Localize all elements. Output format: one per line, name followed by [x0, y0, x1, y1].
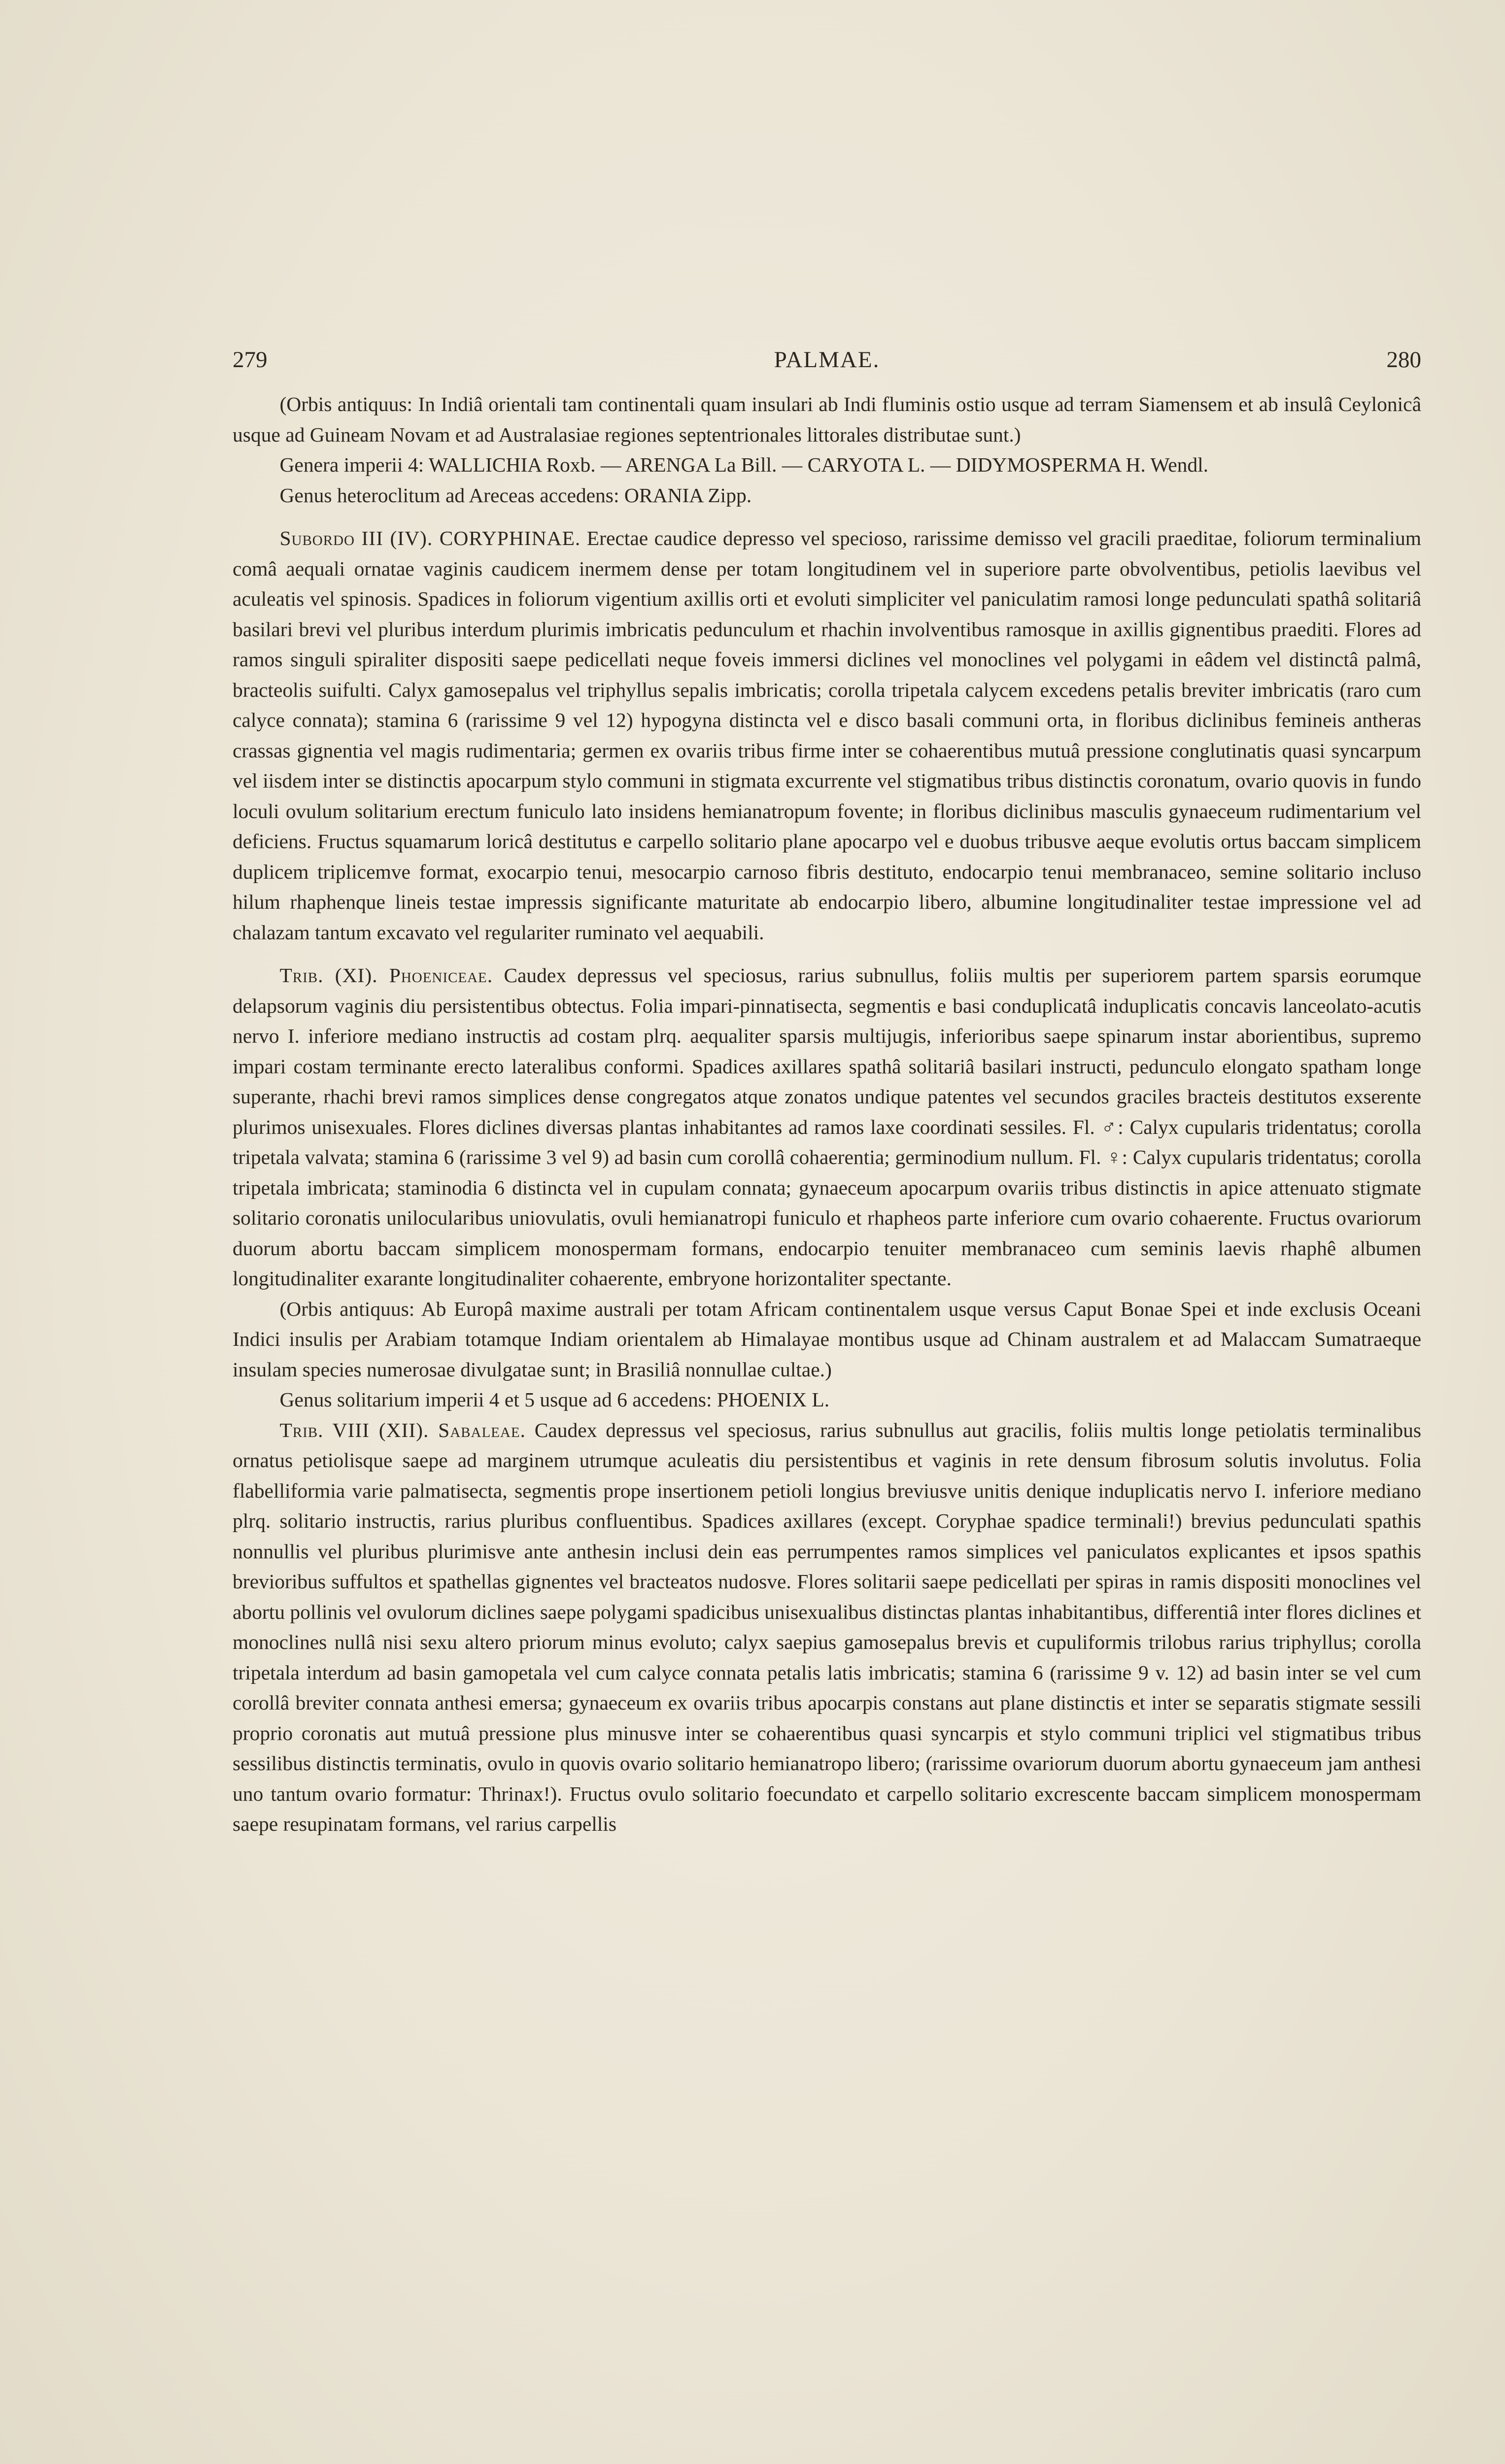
page-number-left: 279: [233, 347, 268, 373]
running-header: [233, 345, 1421, 375]
tribe-heading: Trib. VIII (XII). Sabaleae.: [279, 1418, 526, 1441]
page-number-right: 280: [1386, 347, 1421, 373]
paragraph-genus-solitarium: Genus solitarium imperii 4 et 5 usque ad 6 accedens: PHOENIX L.: [279, 1388, 830, 1411]
running-title: PALMAE.: [774, 347, 880, 373]
section-heading: Subordo III (IV). CORYPHINAE.: [279, 527, 581, 549]
paragraph-distribution-2: (Orbis antiquus: Ab Europâ maxime australi per totam Africam continentalem usque versus Caput Bonae Spei et inde exclusis Oceani Indici insulis per Arabiam totamque Indiam orientalem ab Himalayae montibus usque ad Chinam australem et ad Malaccam Sumatraeque insulam species numerosae divulgatae sunt; in Brasiliâ nonnullae cultae.): [233, 1297, 1421, 1381]
paragraph-genus-heteroclitum: Genus heteroclitum ad Areceas accedens: ORANIA Zipp.: [279, 483, 752, 507]
text-body: [233, 389, 1421, 1840]
tribe-heading: Trib. (XI). Phoeniceae.: [279, 964, 493, 987]
paragraph-phoeniceae: Trib. (XI). Phoeniceae. Caudex depressus vel speciosus, rarius subnullus, foliis multis per superiorem partem sparsis eorumque delapsorum vaginis diu persistentibus obtectus. Folia impari-pinnatisecta, segmentis e basi conduplicatâ induplicatis concavis lanceolato-acutis nervo I. inferiore mediano instructis ad costam plrq. aequaliter sparsis multijugis, inferioribus saepe spinarum instar aborientibus, supremo impari costam terminante erecto lateralibus conformi. Spadices axillares spathâ solitariâ basilari instructi, pedunculo elongato spatham longe superante, rhachi brevi ramos simplices dense congregatos atque zonatos undique patentes vel secundos graciles bracteis destitutos exserente plurimos unisexuales. Flores diclines diversas plantas inhabitantes ad ramos laxe coordinati sessiles. Fl. ♂: Calyx cupularis tridentatus; corolla tripetala valvata; stamina 6 (rarissime 3 vel 9) ad basin cum corollâ cohaerentia; germinodium nullum. Fl. ♀: Calyx cupularis tridentatus; corolla tripetala imbricata; staminodia 6 distincta vel in cupulam connata; gynaeceum apocarpum ovariis tribus distinctis in apice attenuato stigmate solitario coronatis unilocularibus uniovulatis, ovuli hemianatropi funiculo et rhapheos parte inferiore cum ovario cohaerente. Fructus ovariorum duorum abortu baccam simplicem monospermam formans, endocarpio tenuiter membranaceo cum seminis laevis rhaphê albumen longitudinaliter exarante longitudinaliter cohaerente, embryone horizontaliter spectante.: [233, 964, 1421, 1290]
paragraph-genera-1: Genera imperii 4: WALLICHIA Roxb. — ARENGA La Bill. — CARYOTA L. — DIDYMOSPERMA H. Wendl.: [279, 453, 1209, 476]
paragraph-coryphinae: Subordo III (IV). CORYPHINAE. Erectae caudice depresso vel specioso, rarissime demisso vel gracili praeditae, foliorum terminalium comâ aequali ornatae vaginis caudicem inermem dense per totam longitudinem vel in superiore parte obvolventibus, petiolis laevibus vel aculeatis vel spinosis. Spadices in foliorum vigentium axillis orti et evoluti simpliciter vel paniculatim ramosi longe pedunculati spathâ solitariâ basilari brevi vel pluribus interdum plurimis imbricatis pedunculum et rhachin involventibus ramosque in axillis gignentibus praediti. Flores ad ramos singuli spiraliter dispositi saepe pedicellati neque foveis immersi diclines vel monoclines vel polygami in eâdem vel distinctâ palmâ, bracteolis suifulti. Calyx gamosepalus vel triphyllus sepalis imbricatis; corolla tripetala calycem excedens petalis breviter imbricatis (raro cum calyce connata); stamina 6 (rarissime 9 vel 12) hypogyna distincta vel e disco basali communi orta, in floribus diclinibus femineis antheras crassas gignentia vel magis rudimentaria; germen ex ovariis tribus firme inter se cohaerentibus mutuâ pressione conglutinatis quasi syncarpum vel iisdem inter se distinctis apocarpum stylo communi in stigmata excurrente vel stigmatibus tribus distinctis coronatum, ovario quovis in fundo loculi ovulum solitarium erectum funiculo lato insidens hemianatropum fovente; in floribus diclinibus masculis gynaeceum rudimentarium vel deficiens. Fructus squamarum loricâ destitutus e carpello solitario plane apocarpo vel e duobus tribusve aeque evolutis ortus baccam simplicem duplicem triplicemve format, exocarpio tenui, mesocarpio carnoso fibris destituto, endocarpio tenui membranaceo, semine solitario incluso hilum rhaphenque lineis testae impressis significante maturitate ab endocarpio libero, albumine longitudinaliter testae impressione vel ad chalazam tantum excavato vel regulariter ruminato vel aequabili.: [233, 527, 1421, 944]
paragraph-distribution-1: (Orbis antiquus: In Indiâ orientali tam continentali quam insulari ab Indi fluminis ostio usque ad terram Siamensem et ab insulâ Ceylonicâ usque ad Guineam Novam et ad Australasiae regiones septentrionales littorales distributae sunt.): [233, 393, 1421, 446]
paragraph-sabaleae: Trib. VIII (XII). Sabaleae. Caudex depressus vel speciosus, rarius subnullus aut gracilis, foliis multis longe petiolatis terminalibus ornatus petiolisque saepe ad marginem utrumque aculeatis diu persistentibus et vaginis in rete densum fibrosum solutis involutus. Folia flabelliformia varie palmatisecta, segmentis prope insertionem petioli longius breviusve unitis denique induplicatis nervo I. inferiore mediano plrq. solitario instructis, rarius pluribus confluentibus. Spadices axillares (except. Coryphae spadice terminali!) brevius pedunculati spathis nonnullis vel pluribus plurimisve ante anthesin inclusi dein eas perrumpentes ramos simplices vel paniculatos explicantes et ipsos spathis brevioribus suffultos et spathellas gignentes vel bracteatos nudosve. Flores solitarii saepe pedicellati per spiras in ramis dispositi monoclines vel abortu pollinis vel ovulorum diclines saepe polygami spadicibus unisexualibus distinctas plantas inhabitantibus, differentiâ inter flores diclines et monoclines nullâ nisi sexu altero priorum minus evoluto; calyx saepius gamosepalus brevis et cupuliformis trilobus rarius triphyllus; corolla tripetala interdum ad basin gamopetala vel cum calyce connata petalis latis imbricatis; stamina 6 (rarissime 9 v. 12) ad basin inter se vel cum corollâ breviter connata anthesi emersa; gynaeceum ex ovariis tribus apocarpis constans aut plane distinctis et inter se separatis stigmate sessili proprio coronatis aut mutuâ pressione plus minusve inter se cohaerentibus quasi syncarpis et stylo communi triplici vel stigmatibus tribus sessilibus distinctis terminatis, ovulo in quovis ovario solitario hemianatropo libero; (rarissime ovariorum duorum abortu gynaeceum jam anthesi uno tantum ovario formatur: Thrinax!). Fructus ovulo solitario foecundato et carpello solitario excrescente baccam simplicem monospermam saepe resupinatam formans, vel rarius carpellis: [233, 1418, 1421, 1835]
